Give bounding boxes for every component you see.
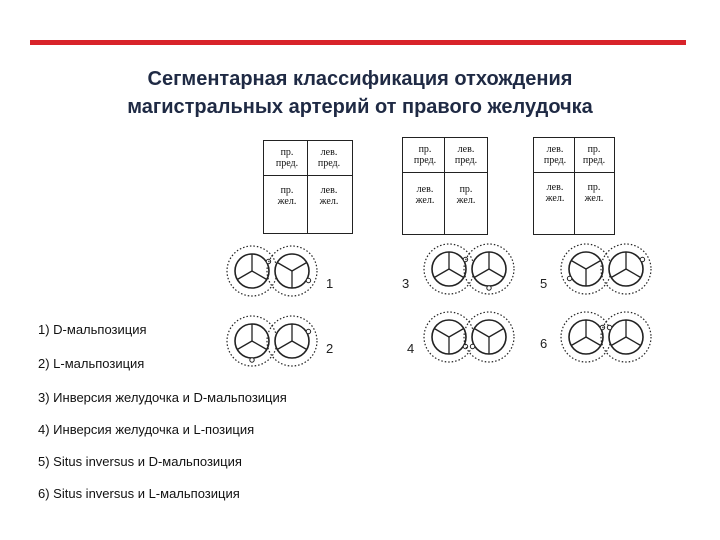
list-item-6: 6) Situs inversus и L-мальпозиция xyxy=(38,486,240,501)
page-title xyxy=(0,65,720,121)
segment-table-1 xyxy=(263,140,353,234)
diagram-number-3: 3 xyxy=(402,276,410,291)
list-item-3: 3) Инверсия желудочка и D-мальпозиция xyxy=(38,390,287,405)
valve-diagram-2 xyxy=(228,310,318,372)
table-1-cell-top-left: пр. пред. xyxy=(275,147,299,169)
list-item-1: 1) D-мальпозиция xyxy=(38,322,147,337)
segment-table-3 xyxy=(533,137,615,235)
diagram-number-4: 4 xyxy=(407,341,415,356)
coronary-ostium xyxy=(567,276,571,280)
valve-right-2 xyxy=(267,316,317,366)
list-item-2: 2) L-мальпозиция xyxy=(38,356,145,371)
valve-diagram-5 xyxy=(562,238,652,300)
title-line-1: Сегментарная классификация отхождения xyxy=(147,68,573,90)
valve-right-3 xyxy=(464,244,514,294)
valve-right-6 xyxy=(601,312,651,362)
table-2-cell-bottom-left: лев. жел. xyxy=(415,184,435,206)
table-3-cell-bottom-right: пр. жел. xyxy=(584,182,604,204)
diagram-number-5: 5 xyxy=(540,276,548,291)
coronary-ostium xyxy=(607,325,611,329)
valve-left-4 xyxy=(424,312,474,362)
table-3-cell-top-left: лев. пред. xyxy=(543,144,567,166)
diagram-number-2: 2 xyxy=(326,341,334,356)
segment-table-2 xyxy=(402,137,488,235)
diagram-number-6: 6 xyxy=(540,336,548,351)
coronary-ostium xyxy=(470,344,474,348)
valve-right-1 xyxy=(267,246,317,296)
list-item-5: 5) Situs inversus и D-мальпозиция xyxy=(38,454,242,469)
valve-diagram-6 xyxy=(562,306,652,368)
valve-diagram-1 xyxy=(228,240,318,302)
coronary-ostium xyxy=(487,286,491,290)
valve-left-3 xyxy=(424,244,474,294)
valve-right-4 xyxy=(464,312,514,362)
valve-left-2 xyxy=(227,316,277,366)
valve-diagram-3 xyxy=(425,238,515,300)
valve-right-5 xyxy=(601,244,651,294)
table-2-cell-bottom-right: пр. жел. xyxy=(456,184,476,206)
table-1-cell-top-right: лев. пред. xyxy=(317,147,341,169)
table-1-cell-bottom-left: пр. жел. xyxy=(277,185,297,207)
title-line-2: магистральных артерий от правого желудочка xyxy=(127,96,593,118)
table-1-cell-bottom-right: лев. жел. xyxy=(319,185,339,207)
table-3-cell-bottom-left: лев. жел. xyxy=(545,182,565,204)
coronary-ostium xyxy=(250,358,254,362)
valve-left-6 xyxy=(561,312,611,362)
valve-diagram-4 xyxy=(425,306,515,368)
accent-bar xyxy=(30,40,686,45)
valve-left-5 xyxy=(561,244,611,294)
table-2-cell-top-right: лев. пред. xyxy=(454,144,478,166)
coronary-ostium xyxy=(463,344,467,348)
coronary-ostium xyxy=(306,278,310,282)
valve-left-1 xyxy=(227,246,277,296)
list-item-4: 4) Инверсия желудочка и L-позиция xyxy=(38,422,255,437)
coronary-ostium xyxy=(640,257,644,261)
table-2-cell-top-left: пр. пред. xyxy=(413,144,437,166)
coronary-ostium xyxy=(306,329,310,333)
table-3-cell-top-right: пр. пред. xyxy=(582,144,606,166)
diagram-number-1: 1 xyxy=(326,276,334,291)
